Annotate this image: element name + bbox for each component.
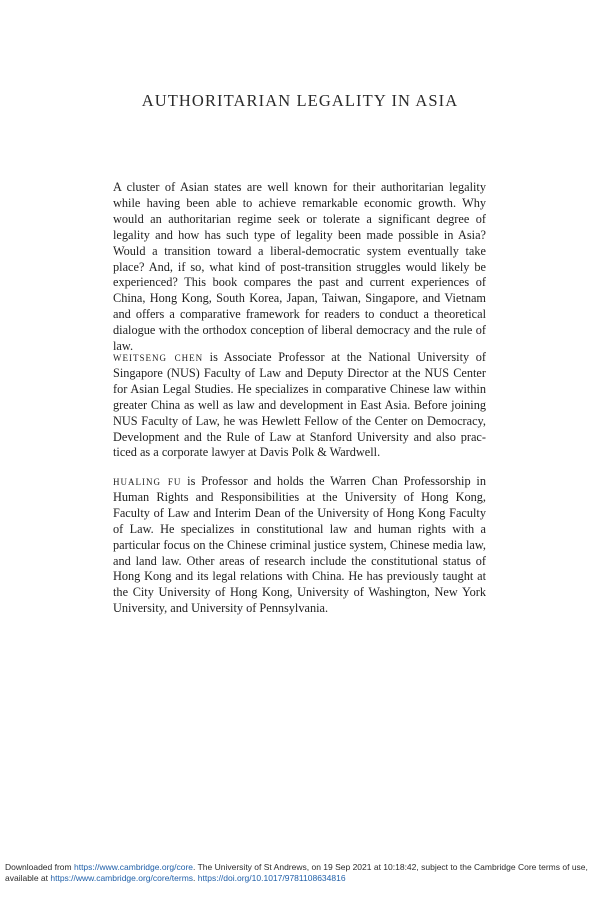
author-bio-text: is Professor and holds the Warren Chan Professorship in Human Rights and Responsibilities at the University of Hong Kong, Faculty of Law and Interim Dean of the University of Hong Kong Faculty of Law. He specializes in constitutional law and human rights with a particular focus on the Chinese criminal justice system, Chinese media law, and land law. Other areas of research include the constitutional status of Hong Kong and its legal relations with China. He has previously taught at the City University of Hong Kong, University of Washington, New York University, and University of Pennsylvania. <box>113 474 486 616</box>
footer-middle: . The University of St Andrews, on 19 Sep 2021 at 10:18:42, subject to the Cambridge Core terms of use, available at <box>5 862 588 884</box>
author-bio-paragraph <box>113 350 486 461</box>
book-title: AUTHORITARIAN LEGALITY IN ASIA <box>141 91 459 110</box>
terms-link[interactable]: https://www.cambridge.org/core/terms <box>50 873 194 884</box>
blurb-paragraph: A cluster of Asian states are well known for their authoritarian legality while having been able to achieve remarkable economic growth. Why would an authoritarian regime seek or tolerate a significant degree of legality and how has such type of legality been made possible in Asia? Would a transition toward a liberal-democratic system eventually take place? And, if so, what kind of post-transition struggles would likely be experienced? This book compares the past and current experiences of China, Hong Kong, South Korea, Japan, Taiwan, Singapore, and Vietnam and offers a comparative framework for readers to conduct a theoretical dialogue with the orthodox conception of liberal democracy and the rule of law. <box>113 180 486 354</box>
author-bio-paragraph <box>113 474 486 617</box>
footer-separator: . <box>193 873 198 884</box>
author-bio-fu <box>113 474 486 617</box>
author-bio-chen <box>113 350 486 461</box>
footer-prefix: Downloaded from <box>5 862 74 872</box>
download-footer <box>5 862 597 885</box>
cambridge-core-link[interactable]: https://www.cambridge.org/core <box>73 862 194 872</box>
book-blurb <box>113 180 486 355</box>
author-bio-text: is Associate Professor at the National University of Singapore (NUS) Faculty of Law and Deputy Director at the NUS Center for Asian Legal Studies. He specializes in comparative Chinese law within greater China as well as law and development in East Asia. Before joining NUS Faculty of Law, he was Hewlett Fellow of the Center on Democracy, Development and the Rule of Law at Stanford University and also practiced as a corporate lawyer at Davis Polk & Wardwell. <box>113 350 487 460</box>
author-name: weitseng chen <box>113 350 204 364</box>
author-name: hualing fu <box>113 474 182 488</box>
doi-link[interactable]: https://doi.org/10.1017/9781108634816 <box>197 873 346 884</box>
